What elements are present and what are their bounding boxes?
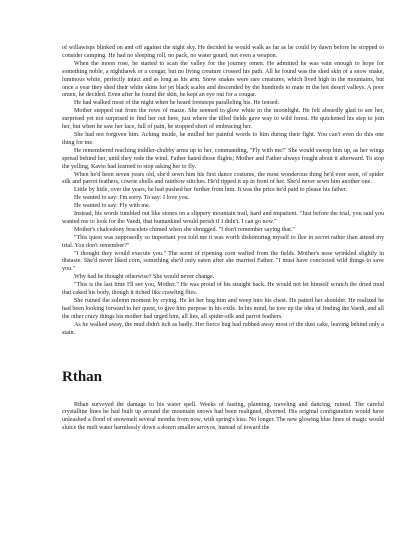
section-heading: Rthan <box>62 368 103 385</box>
section-body <box>62 402 384 434</box>
paragraph: He had walked most of the night when he heard footsteps paralleling his. He tensed. <box>74 100 280 107</box>
paragraph: He wanted to say: I'm sorry. To say: I love you. <box>74 195 190 202</box>
paragraph: "This quest was supposedly so important you told me it was worth dishonoring myself to flee in secret rather than attend my trial. You don't remember?" <box>62 234 384 249</box>
paragraph: Rthan surveyed the damage to his water spell. Weeks of fasting, planning, traveling and dancing, ruined. The careful crystalline lines he had built up around the mountain snows had been realigned, diverted. His original configuration would have unleashed a flood of snowmelt several months from now, with spring's kiss. No longer. The new glowing blue lines of magic would sluice the melt water harmlessly down a dozen smaller arroyos, instead of toward the <box>62 401 384 432</box>
paragraph: Mother's chalcedony bracelets chimed when she shrugged. "I don't remember saying that." <box>74 226 295 233</box>
paragraph: Little by little, over the years, he had pushed her further from him. It was the price he'd paid to please his father. <box>74 187 347 194</box>
paragraph: Mother stepped out from the rows of maize. She seemed to glow white in the moonlight. He felt absurdly glad to see her, surprised yet not surprised to find her out here, just where the tilled fields gave way to wild forest. He quickened his step to join her, but when he saw her face, full of pain, he stopped short of embracing her. <box>62 108 384 131</box>
paragraph: She had not forgiven him. Aching inside, he mulled her painful words to him during their fight. You can't even do this one thing for me. <box>62 131 384 146</box>
paragraph: Why had he thought otherwise? She would never change. <box>74 274 215 281</box>
paragraph: He remembered reaching toddler-chubby arms up to her, commanding, "Fly with me!" She would sweep him up, as her wings spread behind her, until they rode the wind. Father hated those flights; Mother and Father always fought about it afterward. To stop the yelling, Kavio had learned to stop asking her to fly. <box>62 147 384 170</box>
section-body <box>62 45 384 338</box>
paragraph: He wanted to say: Fly with me. <box>74 203 151 210</box>
paragraph: Instead, his words tumbled out like stones on a slippery mountain trail, hard and impatient. "Just before the trial, you said you wanted me to look for the Vaedi, that humankind would perish if I didn't. I can go now." <box>62 211 384 225</box>
paragraph: When the moon rose, he started to scan the valley for the journey omen. He admitted he was vain enough to hope for something noble, a nighthawk or a cougar, but no living creature crossed his path. All he found was the shed skin of a snow snake, luminous white, perfectly intact and as long as his arm. Snow snakes were rare creatures, which lived high in the mountains, but once a year they shed their white skins for jet black scales and descended by the hundreds to mate in the hot desert valleys. A poor omen, he decided. Even after he found the skin, he kept an eye out for a cougar. <box>62 60 384 99</box>
paragraph: When he'd been seven years old, she'd sewn him his first dance costume, the most wonderous thing he'd ever seen, of spider silk and parrot feathers, cowrie shells and rainbow stitches. He'd ripped it up in front of her. She'd never sewn him another one. <box>62 171 384 186</box>
paragraph: She ruined the solemn moment by crying. He let her hug him and weep into his chest. He patted her shoulder. He realized he had been looking forward to her quest, to give him purpose in his exile. In his mind, he tore up the idea of finding the Vaedi, and all the other crazy things his mother had urged him, all lies, all spider-silk and parrot feathers. <box>62 298 384 320</box>
paragraph: "I thought they would execute you." The scent of ripening corn wafted from the fields. Mother's nose wrinkled slightly in distaste. She'd never liked corn, something she'd only eaten after she married Father. "I must have concocted wild things to save you." <box>62 250 384 273</box>
paragraph: "This is the last time I'll see you, Mother." He was proud of his straight back. He would not let himself scratch the dried mud that caked his body, though it itched like crawling flies. <box>62 282 384 297</box>
paragraph: of willawisps blinked on and off against the night sky. He decided he would walk as far as he could by dawn before he stopped to consider camping. He had no sleeping roll, no pack, no water gourd, not even a weapon. <box>62 45 384 59</box>
paragraph: As he walked away, the mud didn't itch as badly. Her fierce hug had rubbed away most of the dust cake, leaving behind only a stain. <box>62 321 384 336</box>
